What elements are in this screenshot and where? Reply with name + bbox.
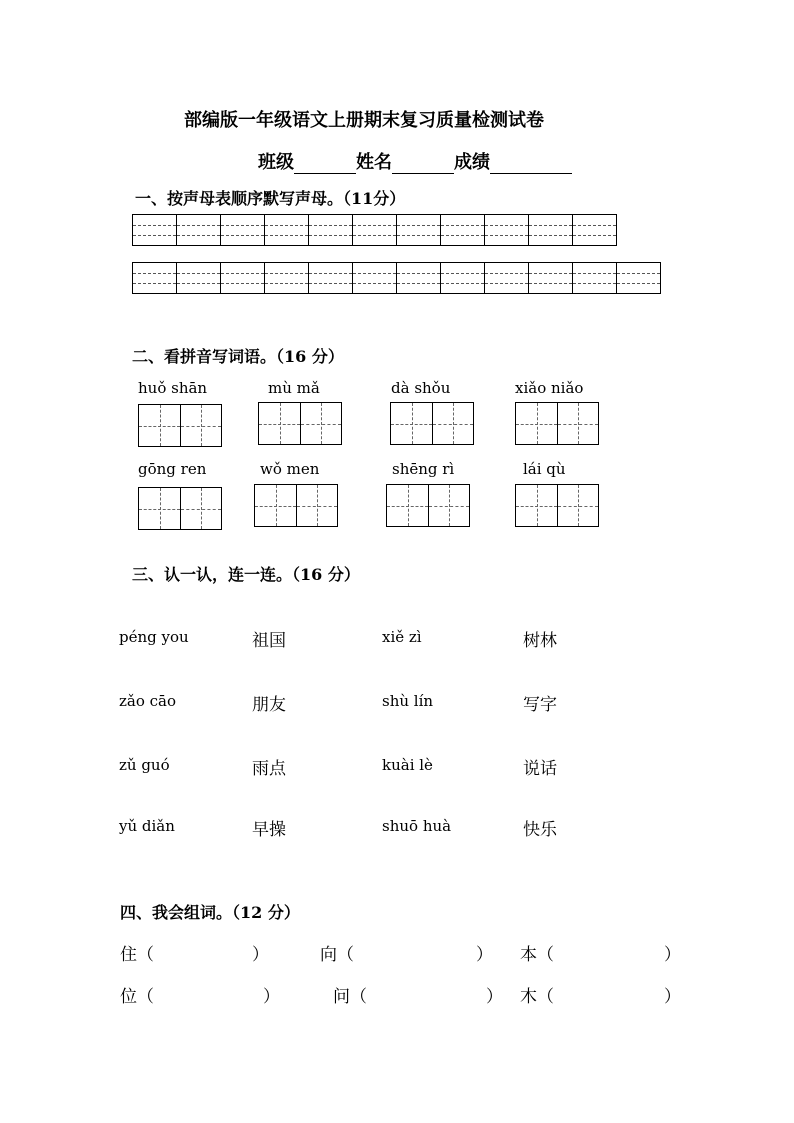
writing-cell[interactable] — [177, 214, 221, 246]
writing-cell[interactable] — [309, 262, 353, 294]
writing-cell[interactable] — [485, 262, 529, 294]
match-word[interactable]: 快乐 — [523, 820, 557, 840]
writing-cell[interactable] — [529, 262, 573, 294]
writing-cell[interactable] — [309, 214, 353, 246]
class-blank[interactable] — [294, 155, 356, 174]
pinyin-word: mù mǎ — [268, 379, 320, 397]
word-group-prompt: 本（ — [520, 945, 554, 965]
match-word[interactable]: 早操 — [252, 820, 286, 840]
word-group-close: ） — [252, 945, 269, 965]
word-group-prompt: 位（ — [120, 987, 154, 1007]
match-pinyin[interactable]: yǔ diǎn — [119, 817, 175, 835]
writing-cell[interactable] — [529, 214, 573, 246]
writing-cell[interactable] — [265, 214, 309, 246]
tianzige-box[interactable] — [258, 402, 342, 445]
match-pinyin[interactable]: shuō huà — [382, 817, 452, 835]
word-group-prompt: 木（ — [520, 987, 554, 1007]
word-group-close: ） — [664, 987, 681, 1007]
writing-cell[interactable] — [485, 214, 529, 246]
match-pinyin[interactable]: zǔ guó — [119, 756, 170, 774]
tianzige-box[interactable] — [390, 402, 474, 445]
pinyin-word: lái qù — [523, 460, 566, 478]
match-pinyin[interactable]: péng you — [119, 628, 189, 646]
pinyin-word: gōng ren — [138, 460, 207, 478]
page-title: 部编版一年级语文上册期末复习质量检测试卷 — [184, 110, 544, 131]
word-group-close: ） — [476, 945, 493, 965]
pinyin-word: xiǎo niǎo — [515, 379, 584, 397]
word-group-close: ） — [664, 945, 681, 965]
match-pinyin[interactable]: kuài lè — [382, 756, 433, 774]
match-word[interactable]: 树林 — [523, 631, 557, 651]
consonant-writing-row-1[interactable] — [132, 214, 617, 246]
tianzige-box[interactable] — [254, 484, 338, 527]
match-word[interactable]: 说话 — [523, 759, 557, 779]
pinyin-word: shēng rì — [392, 460, 455, 478]
match-word[interactable]: 写字 — [523, 695, 557, 715]
match-word[interactable]: 雨点 — [252, 759, 286, 779]
section-1-heading: 一、按声母表顺序默写声母。（11分） — [135, 189, 406, 208]
writing-cell[interactable] — [221, 262, 265, 294]
name-label: 姓名 — [356, 152, 392, 173]
writing-cell[interactable] — [573, 214, 617, 246]
tianzige-box[interactable] — [138, 404, 222, 447]
writing-cell[interactable] — [133, 214, 177, 246]
tianzige-box[interactable] — [515, 402, 599, 445]
consonant-writing-row-2[interactable] — [132, 262, 661, 294]
word-group-close: ） — [263, 987, 280, 1007]
writing-cell[interactable] — [221, 214, 265, 246]
writing-cell[interactable] — [441, 214, 485, 246]
student-info-line — [258, 148, 572, 174]
writing-cell[interactable] — [353, 214, 397, 246]
pinyin-word: dà shǒu — [391, 379, 451, 397]
match-word[interactable]: 朋友 — [252, 695, 286, 715]
section-3-heading: 三、认一认，连一连。（16 分） — [132, 565, 360, 584]
match-pinyin[interactable]: zǎo cāo — [119, 692, 177, 710]
score-blank[interactable] — [490, 155, 572, 174]
pinyin-word: wǒ men — [260, 460, 320, 478]
writing-cell[interactable] — [617, 262, 661, 294]
match-pinyin[interactable]: shù lín — [382, 692, 434, 710]
writing-cell[interactable] — [441, 262, 485, 294]
writing-cell[interactable] — [397, 214, 441, 246]
writing-cell[interactable] — [353, 262, 397, 294]
class-label: 班级 — [258, 152, 294, 173]
score-label: 成绩 — [454, 152, 490, 173]
match-pinyin[interactable]: xiě zì — [382, 628, 422, 646]
writing-cell[interactable] — [573, 262, 617, 294]
writing-cell[interactable] — [397, 262, 441, 294]
tianzige-box[interactable] — [386, 484, 470, 527]
word-group-close: ） — [486, 987, 503, 1007]
word-group-prompt: 住（ — [120, 945, 154, 965]
tianzige-box[interactable] — [138, 487, 222, 530]
word-group-prompt: 问（ — [333, 987, 367, 1007]
section-2-heading: 二、看拼音写词语。（16 分） — [132, 347, 344, 366]
writing-cell[interactable] — [133, 262, 177, 294]
match-word[interactable]: 祖国 — [252, 631, 286, 651]
tianzige-box[interactable] — [515, 484, 599, 527]
writing-cell[interactable] — [177, 262, 221, 294]
pinyin-word: huǒ shān — [138, 379, 208, 397]
writing-cell[interactable] — [265, 262, 309, 294]
section-4-heading: 四、我会组词。（12 分） — [120, 903, 300, 922]
word-group-prompt: 向（ — [320, 945, 354, 965]
name-blank[interactable] — [392, 155, 454, 174]
